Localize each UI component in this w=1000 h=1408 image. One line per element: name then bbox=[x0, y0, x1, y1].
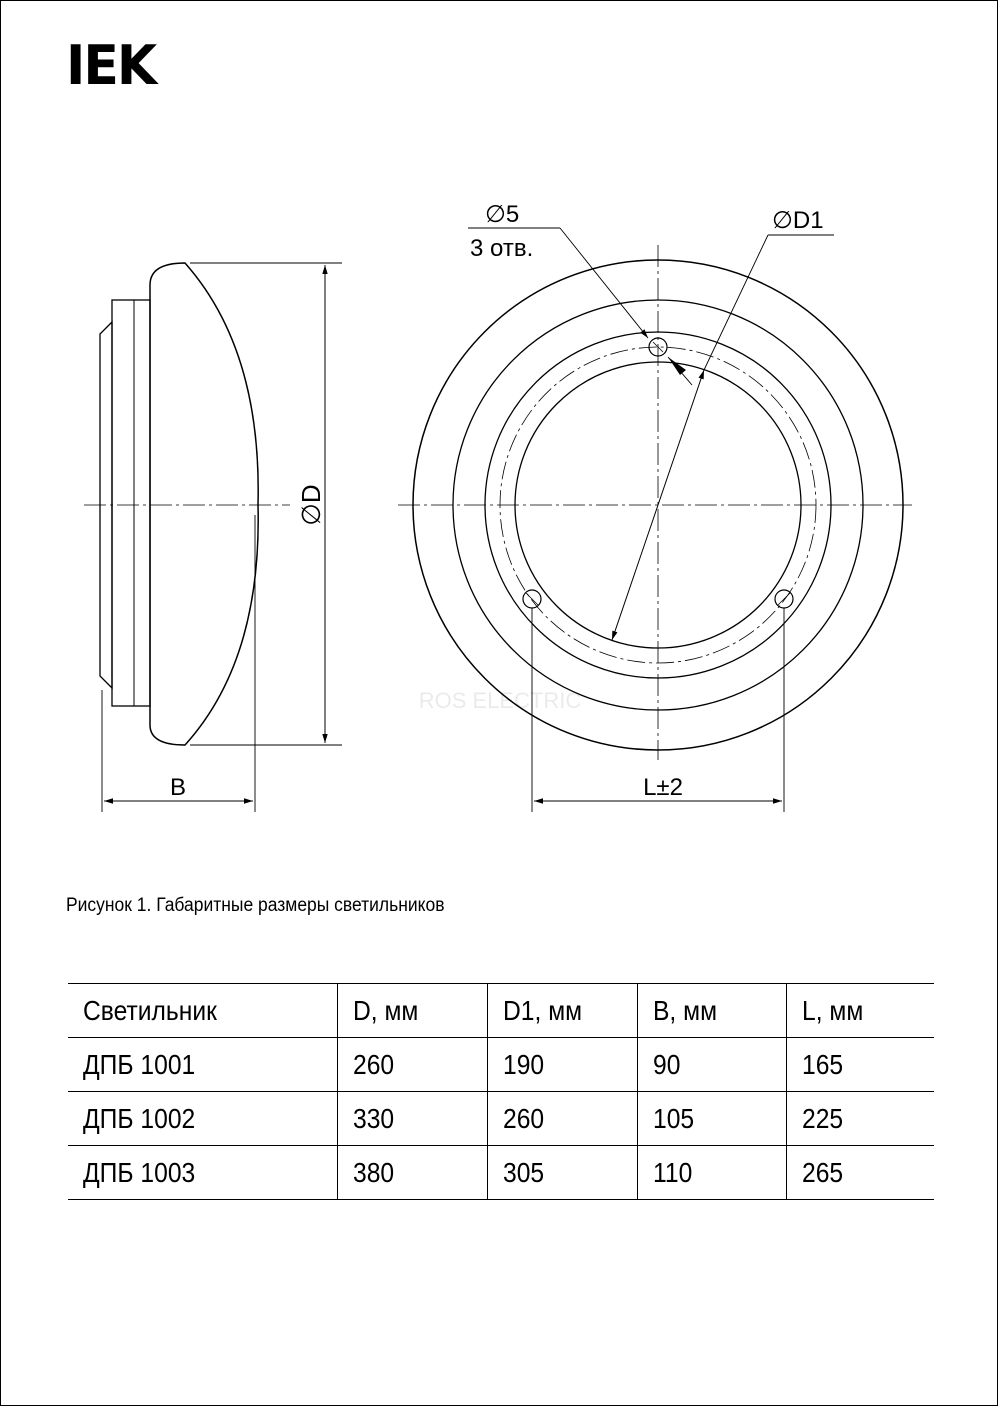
d-label: ∅D bbox=[296, 484, 326, 526]
diffuser-dome bbox=[150, 263, 258, 745]
plan-view bbox=[398, 228, 912, 812]
cell-l: 165 bbox=[787, 1038, 935, 1092]
header-b: B, мм bbox=[638, 984, 787, 1038]
cell-d1: 260 bbox=[488, 1092, 638, 1146]
cell-d: 330 bbox=[338, 1092, 488, 1146]
iek-logo: IEK bbox=[66, 34, 156, 98]
d1-label: ∅D1 bbox=[772, 207, 824, 234]
dimensions-table bbox=[68, 983, 934, 1200]
cell-l: 265 bbox=[787, 1146, 935, 1200]
side-view bbox=[84, 263, 342, 812]
b-label: B bbox=[169, 774, 187, 801]
hole-leader bbox=[560, 228, 648, 338]
table-row bbox=[68, 1038, 934, 1092]
cell-b: 110 bbox=[638, 1146, 787, 1200]
table-row bbox=[68, 1092, 934, 1146]
l-label: L±2 bbox=[643, 774, 683, 801]
hole-count-label: 3 отв. bbox=[470, 235, 534, 262]
cell-model: ДПБ 1003 bbox=[68, 1146, 338, 1200]
cell-model: ДПБ 1002 bbox=[68, 1092, 338, 1146]
cell-d: 380 bbox=[338, 1146, 488, 1200]
cell-l: 225 bbox=[787, 1092, 935, 1146]
cell-b: 90 bbox=[638, 1038, 787, 1092]
cell-d: 260 bbox=[338, 1038, 488, 1092]
header-luminaire: Светильник bbox=[68, 984, 338, 1038]
cell-d1: 190 bbox=[488, 1038, 638, 1092]
cell-b: 105 bbox=[638, 1092, 787, 1146]
hole-diameter-label: ∅5 bbox=[485, 201, 520, 228]
base-ring bbox=[112, 300, 150, 706]
table-header-row bbox=[68, 984, 934, 1038]
header-d: D, мм bbox=[338, 984, 488, 1038]
watermark: ROS ELECTRIC bbox=[418, 688, 582, 713]
header-d1: D1, мм bbox=[488, 984, 638, 1038]
d1-leader bbox=[704, 235, 768, 370]
cell-model: ДПБ 1001 bbox=[68, 1038, 338, 1092]
figure-caption: Рисунок 1. Габаритные размеры светильников bbox=[66, 895, 445, 916]
header-l: L, мм bbox=[787, 984, 935, 1038]
table-row bbox=[68, 1146, 934, 1200]
cell-d1: 305 bbox=[488, 1146, 638, 1200]
